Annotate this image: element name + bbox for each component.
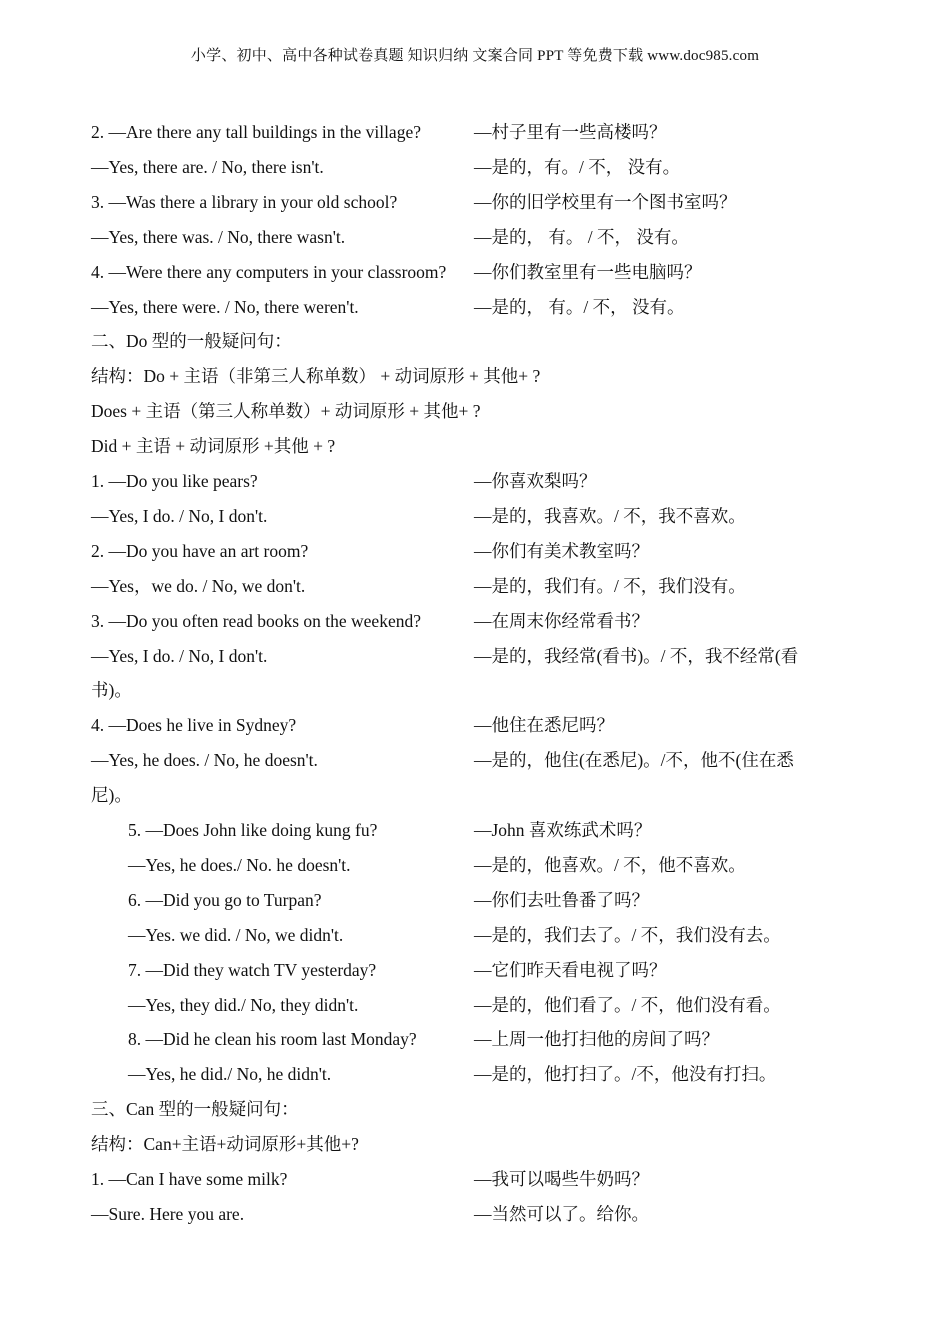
english-text: —Yes, he does. / No, he doesn't. — [91, 750, 318, 771]
chinese-text: —是的，他住(在悉尼)。/不，他不(住在悉 — [474, 750, 794, 771]
qa-line — [0, 257, 950, 287]
qa-line — [0, 1199, 950, 1229]
english-text: 4. —Were there any computers in your classroom? — [91, 261, 447, 282]
qa-line — [0, 117, 950, 147]
qa-line — [0, 780, 950, 810]
english-text: 2. —Do you have an art room? — [91, 540, 309, 561]
qa-line — [0, 850, 950, 880]
qa-line — [0, 501, 950, 531]
english-text: —Yes, there was. / No, there wasn't. — [91, 226, 346, 247]
chinese-text: —是的，我们去了。/ 不，我们没有去。 — [474, 924, 781, 945]
chinese-text: —你喜欢梨吗？ — [474, 471, 597, 491]
chinese-text: —我可以喝些牛奶吗？ — [474, 1169, 649, 1189]
chinese-text: —你们去吐鲁番了吗？ — [474, 889, 649, 910]
english-text: —Yes, he did./ No, he didn't. — [128, 1064, 332, 1085]
chinese-text: —是的，他们看了。/ 不，他们没有看。 — [474, 994, 781, 1015]
qa-line — [0, 1164, 950, 1194]
qa-line — [0, 920, 950, 950]
english-text: 7. —Did they watch TV yesterday? — [128, 959, 377, 980]
english-text: 5. —Does John like doing kung fu? — [128, 820, 378, 840]
qa-line — [0, 641, 950, 671]
qa-line — [0, 571, 950, 601]
chinese-text: —是的，我喜欢。/ 不，我不喜欢。 — [474, 505, 746, 526]
english-text: 1. —Can I have some milk? — [91, 1169, 288, 1189]
chinese-text: —当然可以了。给你。 — [474, 1203, 649, 1224]
english-text: —Yes, there were. / No, there weren't. — [91, 296, 359, 317]
section-title: 三、Can 型的一般疑问句： — [91, 1099, 299, 1120]
qa-line — [0, 885, 950, 915]
qa-line — [0, 990, 950, 1020]
english-text: —Yes, he does./ No. he doesn't. — [128, 854, 351, 875]
chinese-text: —它们昨天看电视了吗？ — [474, 959, 667, 980]
qa-line — [0, 187, 950, 217]
chinese-text: —上周一他打扫他的房间了吗？ — [474, 1029, 719, 1050]
chinese-text: —是的， 有。 / 不， 没有。 — [474, 226, 689, 247]
qa-line — [0, 675, 950, 705]
chinese-text: —是的，我们有。/ 不，我们没有。 — [474, 575, 746, 596]
english-text: —Yes, they did./ No, they didn't. — [128, 994, 359, 1015]
chinese-text: —在周末你经常看书？ — [474, 610, 649, 631]
english-text: 1. —Do you like pears? — [91, 471, 258, 491]
chinese-text: —村子里有一些高楼吗？ — [474, 122, 667, 142]
page-header: 小学、初中、高中各种试卷真题 知识归纳 文案合同 PPT 等免费下载 www.doc985.com — [190, 48, 760, 64]
english-text: —Yes, there are. / No, there isn't. — [91, 156, 324, 177]
qa-line — [0, 1024, 950, 1054]
qa-line — [0, 815, 950, 845]
english-text: —Yes, I do. / No, I don't. — [91, 645, 268, 666]
english-text: 8. —Did he clean his room last Monday? — [128, 1029, 417, 1050]
structure-line: 结构：Can+主语+动词原形+其他+? — [91, 1134, 359, 1155]
structure-line: Did + 主语 + 动词原形 +其他 + ? — [91, 436, 336, 457]
english-text: —Yes. we did. / No, we didn't. — [128, 924, 344, 945]
qa-line — [0, 292, 950, 322]
chinese-text: —你的旧学校里有一个图书室吗？ — [474, 191, 737, 212]
qa-line — [0, 710, 950, 740]
english-text: 4. —Does he live in Sydney? — [91, 715, 297, 736]
english-text: 尼)。 — [91, 785, 132, 806]
qa-line — [0, 1059, 950, 1089]
english-text: —Yes, I do. / No, I don't. — [91, 505, 268, 526]
qa-line — [0, 152, 950, 182]
qa-line — [0, 606, 950, 636]
structure-line: Does + 主语（第三人称单数）+ 动词原形 + 其他+ ? — [91, 401, 481, 422]
chinese-text: —John 喜欢练武术吗？ — [474, 820, 652, 840]
chinese-text: —是的，他打扫了。/不，他没有打扫。 — [474, 1064, 777, 1085]
english-text: 6. —Did you go to Turpan? — [128, 889, 322, 910]
chinese-text: —是的，有。/ 不， 没有。 — [474, 156, 681, 177]
english-text: —Yes，we do. / No, we don't. — [91, 575, 306, 596]
chinese-text: —你们有美术教室吗？ — [474, 540, 649, 561]
chinese-text: —你们教室里有一些电脑吗？ — [474, 261, 702, 282]
qa-line — [0, 536, 950, 566]
chinese-text: —是的，我经常(看书)。/ 不，我不经常(看 — [474, 645, 799, 666]
section-title: 二、Do 型的一般疑问句： — [91, 331, 292, 352]
chinese-text: —是的， 有。/ 不， 没有。 — [474, 296, 685, 317]
english-text: 2. —Are there any tall buildings in the village? — [91, 122, 421, 142]
qa-line — [0, 745, 950, 775]
english-text: 3. —Was there a library in your old school? — [91, 191, 398, 212]
qa-line — [0, 955, 950, 985]
english-text: 书)。 — [91, 680, 132, 701]
structure-line: 结构：Do + 主语（非第三人称单数） + 动词原形 + 其他+ ? — [91, 366, 541, 387]
qa-line — [0, 222, 950, 252]
english-text: —Sure. Here you are. — [91, 1203, 245, 1224]
chinese-text: —他住在悉尼吗？ — [474, 715, 614, 736]
qa-line — [0, 466, 950, 496]
chinese-text: —是的，他喜欢。/ 不，他不喜欢。 — [474, 854, 746, 875]
english-text: 3. —Do you often read books on the weekend? — [91, 610, 421, 631]
